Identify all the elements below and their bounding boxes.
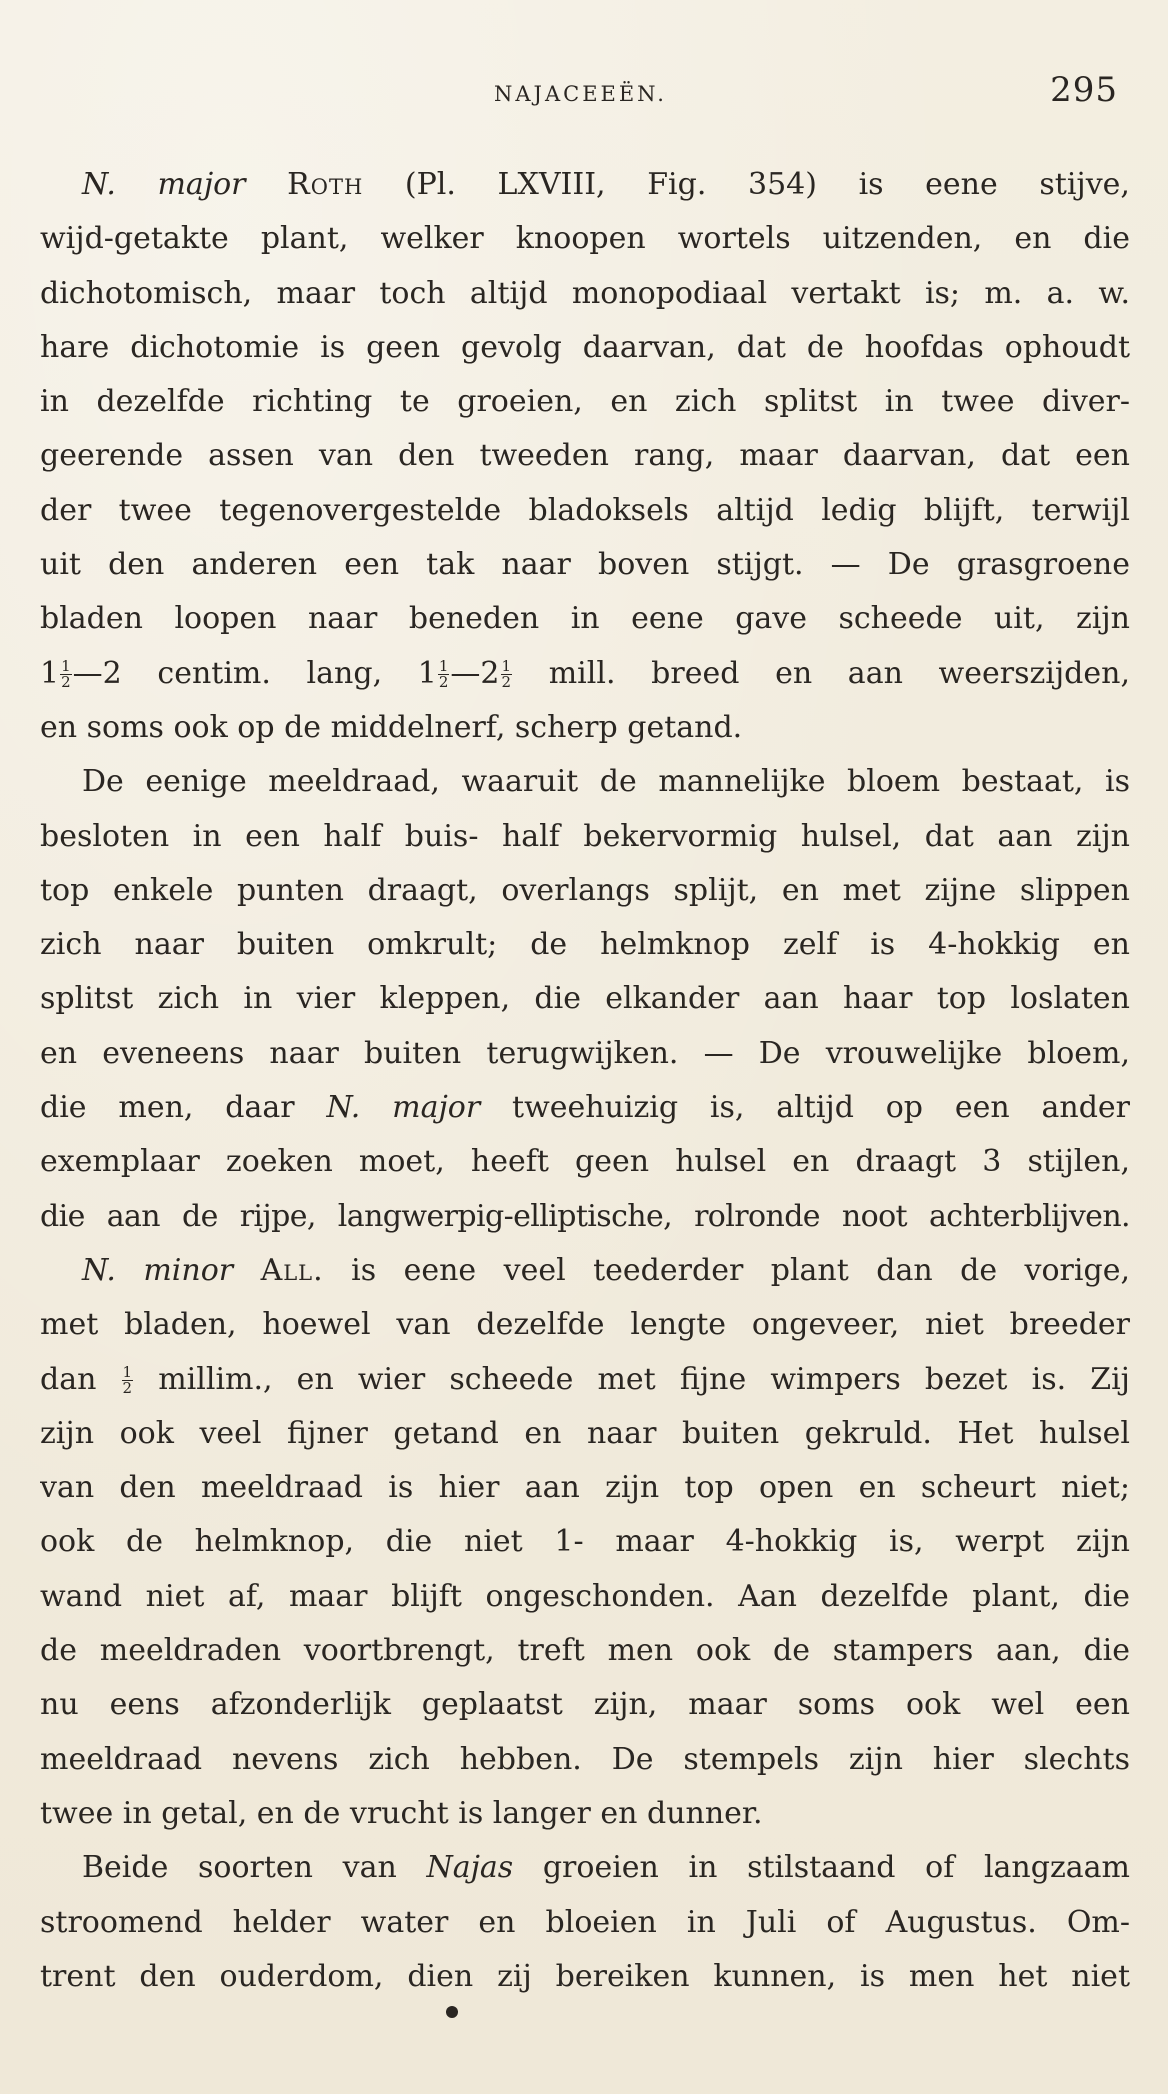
fraction-numerator: 1 bbox=[438, 657, 449, 676]
text-line: splitst zich in vier kleppen, die elkander aan haar top loslaten bbox=[40, 981, 1130, 1017]
fraction-numerator: 1 bbox=[122, 1363, 133, 1382]
text-line: exemplaar zoeken moet, heeft geen hulsel en draagt 3 stijlen, bbox=[40, 1144, 1130, 1180]
text-span: die men, daar bbox=[40, 1090, 295, 1126]
text-line: der twee tegenovergestelde bladoksels altijd ledig blijft, terwijl bbox=[40, 492, 1130, 528]
text-line: wijd-getakte plant, welker knoopen wortels uitzenden, en die bbox=[40, 221, 1130, 257]
text-line: zijn ook veel fijner getand en naar buiten gekruld. Het hulsel bbox=[40, 1415, 1130, 1451]
fraction-half bbox=[501, 659, 513, 690]
text-line: hare dichotomie is geen gevolg daarvan, dat de hoofdas ophoudt bbox=[40, 329, 1130, 365]
text-line: van den meeldraad is hier aan zijn top open en scheurt niet; bbox=[40, 1470, 1130, 1506]
text-line bbox=[40, 1244, 1130, 1298]
text-span: tweehuizig is, altijd op een ander bbox=[512, 1090, 1130, 1126]
text-line: dichotomisch, maar toch altijd monopodiaal vertakt is; m. a. w. bbox=[40, 275, 1130, 311]
fraction-denominator: 2 bbox=[501, 673, 512, 692]
text-line bbox=[40, 1353, 1130, 1407]
text-line: meeldraad nevens zich hebben. De stempels zijn hier slechts bbox=[40, 1741, 1130, 1777]
text-span: groeien in stilstaand of langzaam bbox=[542, 1850, 1130, 1886]
fraction-numerator: 1 bbox=[61, 657, 71, 676]
text-line: de meeldraden voortbrengt, treft men ook de stampers aan, die bbox=[40, 1633, 1130, 1669]
fraction-denominator: 2 bbox=[61, 673, 71, 692]
signature-mark bbox=[446, 2006, 458, 2018]
text-line: uit den anderen een tak naar boven stijgt. — De grasgroene bbox=[40, 547, 1130, 583]
text-line: twee in getal, en de vrucht is langer en dunner. bbox=[40, 1795, 763, 1831]
fraction-denominator: 2 bbox=[438, 673, 449, 692]
page-header bbox=[84, 70, 1130, 126]
author-name: All. bbox=[260, 1252, 324, 1288]
text-line: besloten in een half buis- half bekervormig hulsel, dat aan zijn bbox=[40, 818, 1130, 854]
running-head: NAJACEEËN. bbox=[494, 82, 667, 106]
text-line: met bladen, hoewel van dezelfde lengte ongeveer, niet breeder bbox=[40, 1307, 1130, 1343]
text-span: —2 centim. lang, 1 bbox=[72, 655, 437, 691]
text-span: mill. breed en aan weerszijden, bbox=[548, 655, 1130, 691]
fraction-half bbox=[438, 659, 450, 690]
text-line bbox=[40, 1841, 1130, 1895]
text-line: zich naar buiten omkrult; de helmknop zelf is 4-hokkig en bbox=[40, 927, 1130, 963]
text-line: De eenige meeldraad, waaruit de mannelijke bloem bestaat, is bbox=[82, 764, 1130, 800]
fraction-denominator: 2 bbox=[122, 1379, 133, 1398]
text-line: die aan de rijpe, langwerpig-elliptische, rolronde noot achterblijven. bbox=[40, 1198, 1130, 1234]
fraction-half bbox=[122, 1365, 134, 1396]
text-line bbox=[40, 647, 1130, 701]
body-text bbox=[40, 158, 1130, 2004]
text-line bbox=[40, 1081, 1130, 1135]
text-span: (Pl. LXVIII, Fig. 354) is eene stijve, bbox=[404, 167, 1130, 202]
species-name: N. major bbox=[82, 167, 246, 202]
genus-name: Najas bbox=[426, 1850, 514, 1886]
page-number: 295 bbox=[1050, 70, 1118, 110]
text-line: en eveneens naar buiten terugwijken. — De vrouwelijke bloem, bbox=[40, 1035, 1130, 1071]
text-span: millim., en wier scheede met fijne wimpers bezet is. Zij bbox=[158, 1361, 1130, 1397]
text-line: nu eens afzonderlijk geplaatst zijn, maar soms ook wel een bbox=[40, 1687, 1130, 1723]
author-name: Roth bbox=[287, 167, 364, 202]
species-name: N. major bbox=[326, 1090, 481, 1126]
text-line bbox=[40, 158, 1130, 212]
text-span: 1 bbox=[40, 655, 60, 691]
text-line: in dezelfde richting te groeien, en zich splitst in twee diver- bbox=[40, 384, 1130, 420]
text-line: ook de helmknop, die niet 1- maar 4-hokkig is, werpt zijn bbox=[40, 1524, 1130, 1560]
text-line: wand niet af, maar blijft ongeschonden. Aan dezelfde plant, die bbox=[40, 1578, 1130, 1614]
text-span: Beide soorten van bbox=[82, 1850, 397, 1886]
text-span: is eene veel teederder plant dan de vorige, bbox=[351, 1252, 1130, 1288]
text-span: —2 bbox=[450, 655, 500, 691]
text-line: bladen loopen naar beneden in eene gave scheede uit, zijn bbox=[40, 601, 1130, 637]
fraction-numerator: 1 bbox=[501, 657, 512, 676]
text-line: geerende assen van den tweeden rang, maar daarvan, dat een bbox=[40, 438, 1130, 474]
text-line: top enkele punten draagt, overlangs splijt, en met zijne slippen bbox=[40, 872, 1130, 908]
text-span: dan bbox=[40, 1361, 97, 1397]
text-line: trent den ouderdom, dien zij bereiken kunnen, is men het niet bbox=[40, 1958, 1130, 1994]
text-line: en soms ook op de middelnerf, scherp getand. bbox=[40, 709, 743, 745]
text-line: stroomend helder water en bloeien in Juli of Augustus. Om- bbox=[40, 1904, 1130, 1940]
species-name: N. minor bbox=[82, 1252, 234, 1288]
fraction-half bbox=[60, 659, 72, 690]
